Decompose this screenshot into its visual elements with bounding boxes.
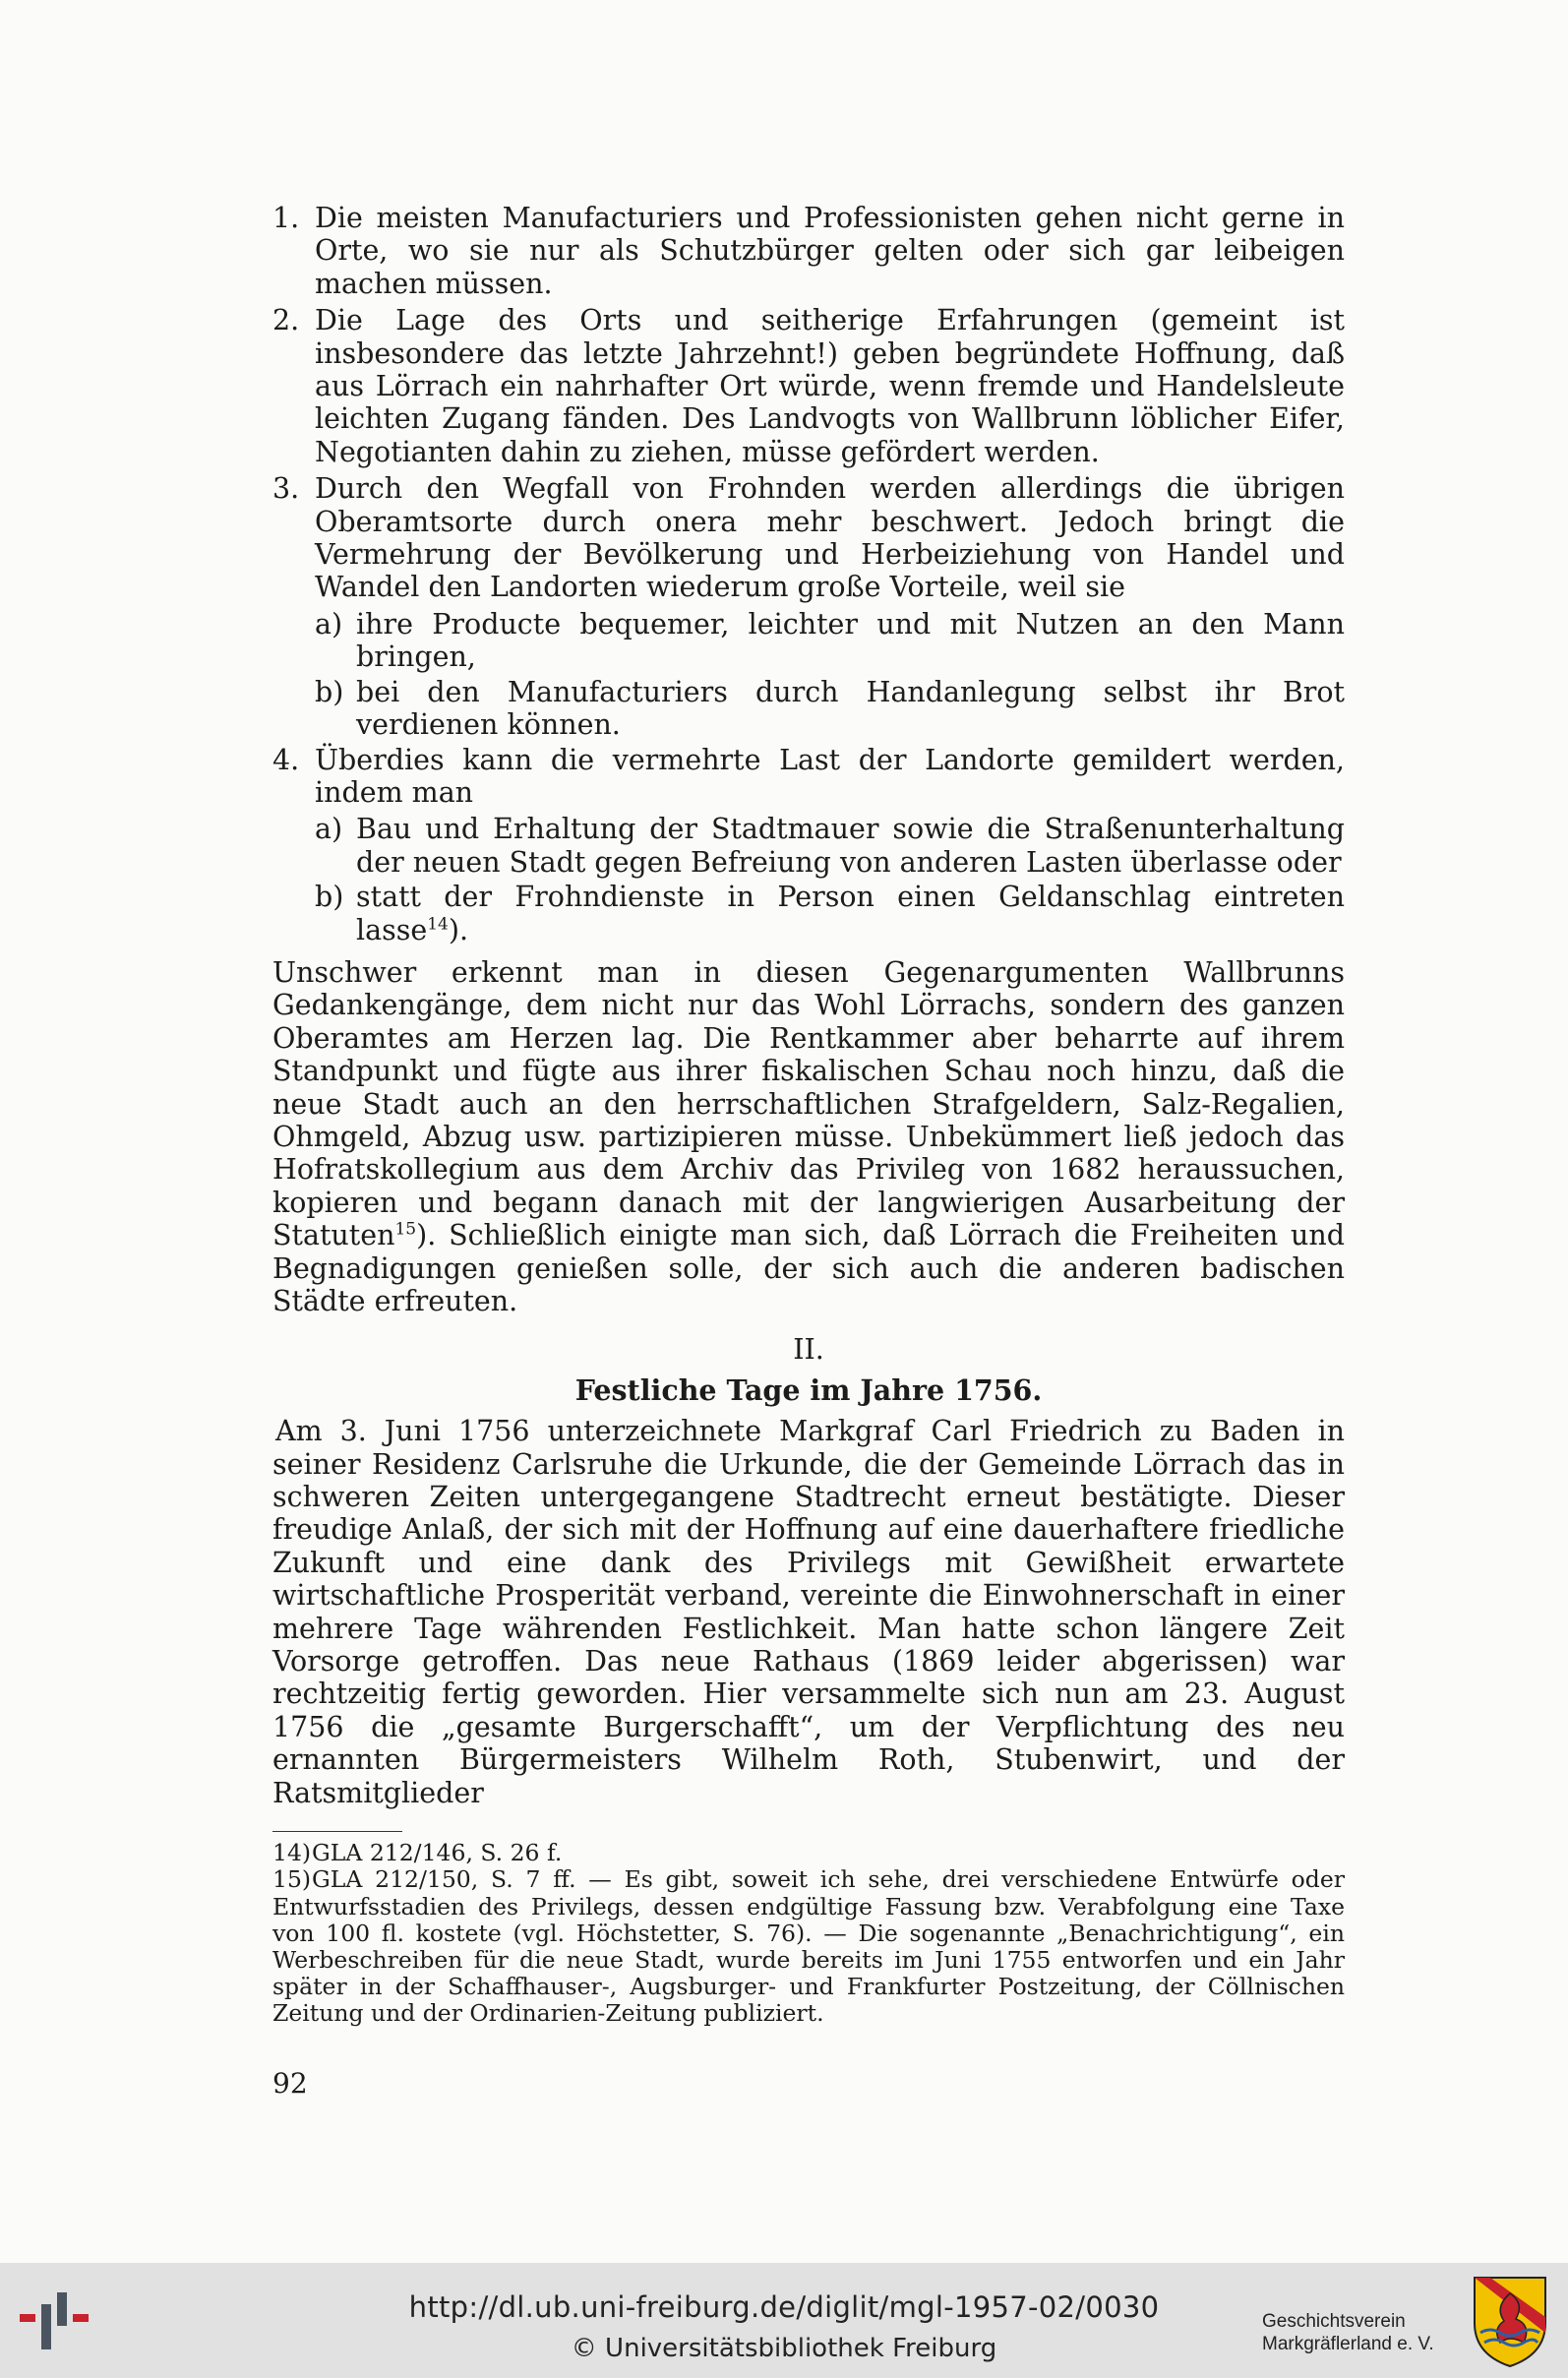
page-content — [272, 202, 1345, 2100]
footnote-number: 15) — [272, 1865, 312, 1894]
sub-list-letter: b) — [315, 881, 344, 914]
sub-list-text: bei den Manufacturiers durch Handanlegung selbst ihr Brot verdienen können. — [356, 675, 1345, 742]
body-paragraph — [272, 956, 1345, 1317]
footnote — [272, 1840, 1345, 1866]
list-item — [272, 472, 1345, 604]
society-name-line: Markgräflerland e. V. — [1262, 2334, 1434, 2354]
sub-list-letter: b) — [315, 675, 344, 708]
list-item — [272, 304, 1345, 468]
viewer-footer — [0, 2263, 1568, 2378]
section-number: II. — [793, 1333, 824, 1367]
footnotes — [272, 1840, 1345, 2027]
footnote-number: 14) — [272, 1839, 312, 1867]
section-heading: Festliche Tage im Jahre 1756. — [574, 1372, 1043, 1407]
sub-list-item — [272, 881, 1345, 946]
sub-list-text: Bau und Erhaltung der Stadtmauer sowie die Straßenunterhaltung der neuen Stadt gegen Befreiung von anderen Lasten überlasse oder — [356, 813, 1345, 879]
body-paragraph: Am 3. Juni 1756 unterzeichnete Markgraf Carl Friedrich zu Baden in seiner Residenz Carlsruhe die Urkunde, die der Gemeinde Lörrach das in schweren Zeiten untergegangene Stadtrecht erneut bestätigte. Dieser freudige Anlaß, der sich mit der Hoffnung auf eine dauerhaftere friedliche Zukunft und eine dank des Privilegs mit Gewißheit erwartete wirtschaftliche Prosperität verband, vereinte die Einwohnerschaft in einer mehrere Tage währenden Festlichkeit. Man hatte schon längere Zeit Vorsorge getroffen. Das neue Rathaus (1869 leider abgerissen) war rechtzeitig fertig geworden. Hier versammelte sich nun am 23. August 1756 die „gesamte Burgerschafft“, um der Verpflichtung des neu ernannten Bürgermeisters Wilhelm Roth, Stubenwirt, und der Ratsmitglieder — [272, 1415, 1345, 1809]
footnote — [272, 1866, 1345, 2027]
list-number: 2. — [272, 304, 300, 337]
list-text: Die Lage des Orts und seitherige Erfahrungen (gemeint ist insbesondere das letzte Jahrzehnt!) geben begründete Hoffnung, daß aus Lörrach ein nahrhafter Ort würde, wenn fremde und Handelsleute leichten Zugang fänden. Des Landvogts von Wallbrunn löblicher Eifer, Negotianten dahin zu ziehen, müsse gefördert werden. — [315, 304, 1345, 468]
sub-list-text — [356, 881, 1345, 946]
paragraph-tail: ). Schließlich einigte man sich, daß Lörrach die Freiheiten und Begnadigungen genießen solle, der sich auch die anderen badischen Städte erfreuten. — [272, 1219, 1345, 1317]
coat-of-arms-icon[interactable] — [1471, 2274, 1549, 2368]
footnote-divider — [272, 1831, 402, 1832]
permalink-url[interactable]: http://dl.ub.uni-freiburg.de/diglit/mgl-1957-02/0030 — [408, 2290, 1160, 2324]
footnote-ref[interactable]: 14 — [427, 914, 449, 935]
page-number: 92 — [272, 2066, 308, 2100]
sub-list-text-body: statt der Frohndienste in Person einen Geldanschlag eintreten lasse — [356, 881, 1345, 946]
paragraph-text: Unschwer erkennt man in diesen Gegenargumenten Wallbrunns Gedankengänge, dem nicht nur das Wohl Lörrachs, sondern des ganzen Oberamtes am Herzen lag. Die Rentkammer aber beharrte auf ihrem Standpunkt und fügte aus ihrer fiskalischen Schau noch hinzu, daß die neue Stadt auch an den herrschaftlichen Strafgeldern, Salz-Regalien, Ohmgeld, Abzug usw. partizipieren müsse. Unbekümmert ließ jedoch das Hofratskollegium aus dem Archiv das Privileg von 1682 heraussuchen, kopieren und begann danach mit der langwierigen Ausarbeitung der Statuten — [272, 955, 1345, 1252]
sub-list-item — [272, 813, 1345, 879]
list-item — [272, 202, 1345, 300]
list-text: Die meisten Manufacturiers und Professionisten gehen nicht gerne in Orte, wo sie nur als Schutzbürger gelten oder sich gar leibeigen machen müssen. — [315, 202, 1345, 300]
sub-list-item — [272, 676, 1345, 742]
sub-list-text: ihre Producte bequemer, leichter und mit Nutzen an den Mann bringen, — [356, 607, 1345, 674]
sub-list-letter: a) — [315, 607, 343, 640]
list-number: 3. — [272, 472, 300, 506]
footnote-text: GLA 212/150, S. 7 ff. — Es gibt, soweit ich sehe, drei verschiedene Entwürfe oder Entwurfsstadien des Privilegs, dessen endgültige Fassung bzw. Verabfolgung eine Taxe von 100 fl. kostete (vgl. Höchstetter, S. 76). — Die sogenannte „Benachrichtigung“, ein Werbeschreiben für die neue Stadt, wurde bereits im Juni 1755 entworfen und ein Jahr später in der Schaffhauser-, Augsburger- und Frankfurter Postzeitung, der Cöllnischen Zeitung und der Ordinarien-Zeitung publiziert. — [272, 1865, 1345, 2028]
sub-list-item — [272, 608, 1345, 674]
footnote-text: GLA 212/146, S. 26 f. — [312, 1839, 563, 1867]
copyright-text: © Universitätsbibliothek Freiburg — [571, 2334, 997, 2363]
sub-list-letter: a) — [315, 813, 343, 846]
list-number: 4. — [272, 743, 300, 776]
society-name — [1262, 2310, 1434, 2355]
list-item — [272, 744, 1345, 810]
footnote-ref[interactable]: 15 — [394, 1219, 417, 1240]
list-text: Durch den Wegfall von Frohnden werden allerdings die übrigen Oberamtsorte durch onera mehr beschwert. Jedoch bringt die Vermehrung der Bevölkerung und Herbeiziehung von Handel und Wandel den Landorten wiederum große Vorteile, weil sie — [315, 472, 1345, 604]
society-name-line: Geschichtsverein — [1262, 2311, 1406, 2332]
list-number: 1. — [272, 202, 300, 234]
list-text: Überdies kann die vermehrte Last der Landorte gemildert werden, indem man — [315, 743, 1345, 809]
sub-list-text-tail: ). — [448, 913, 469, 946]
